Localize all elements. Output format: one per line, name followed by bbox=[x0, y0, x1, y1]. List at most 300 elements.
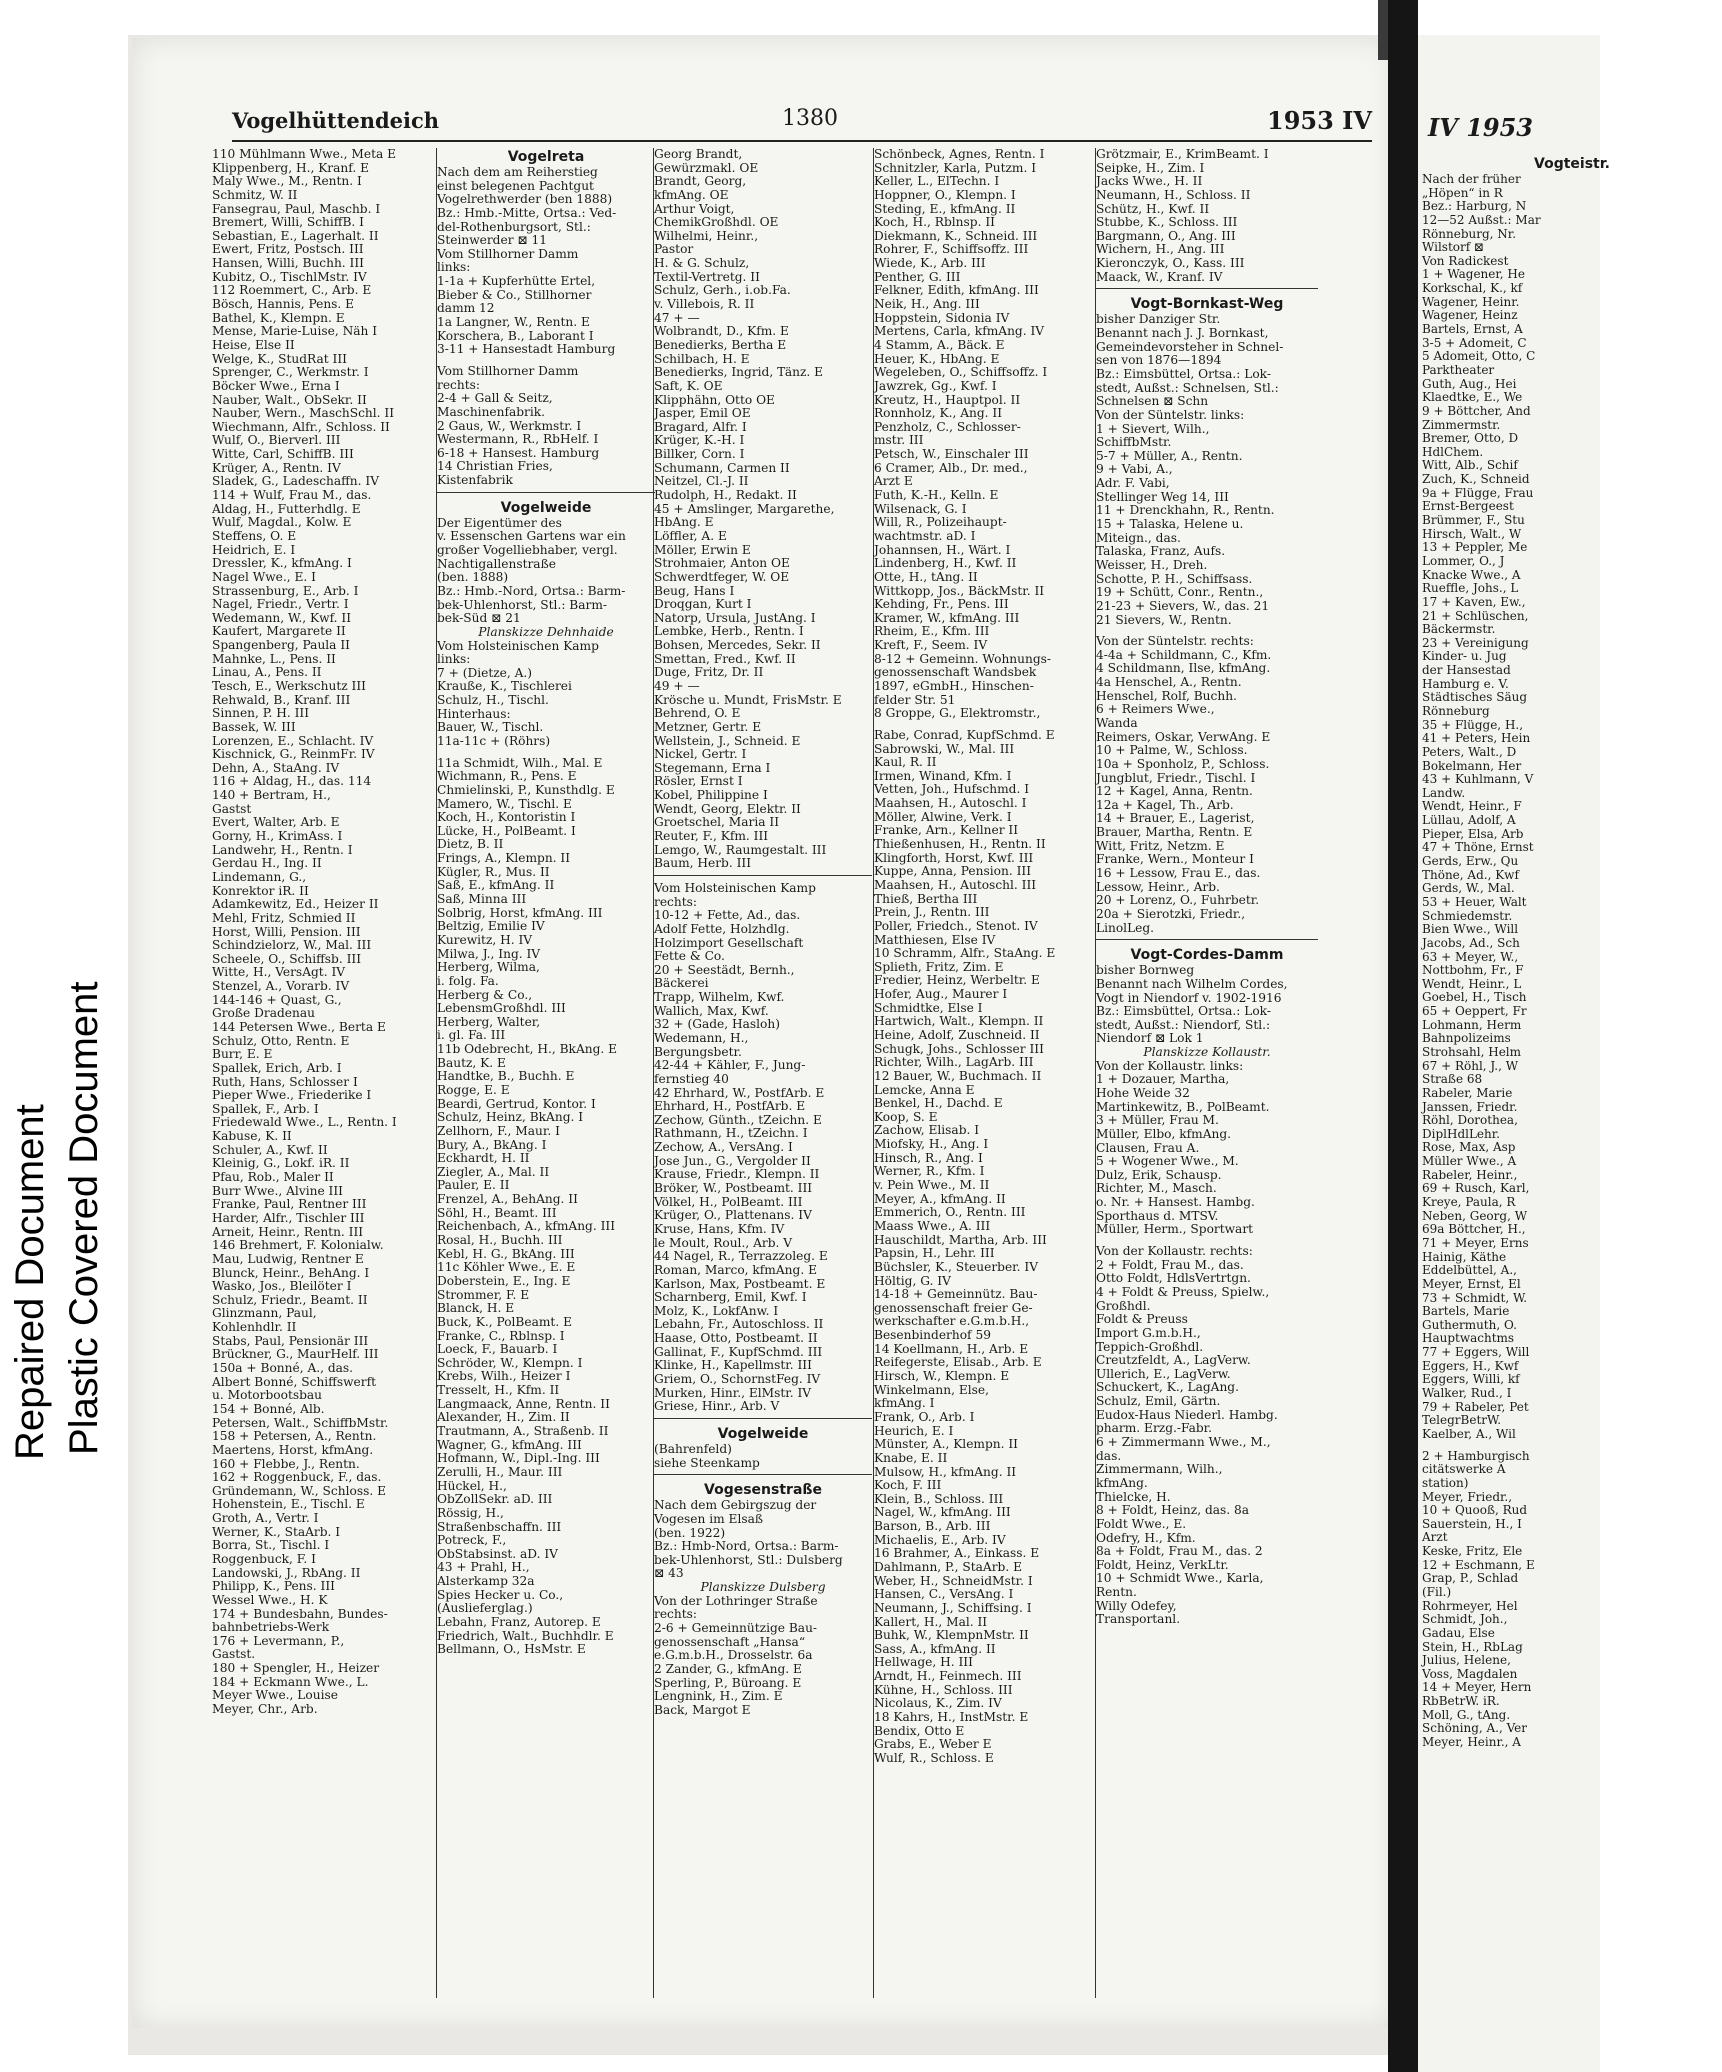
directory-entry: Schmiedemstr. bbox=[1422, 908, 1513, 923]
directory-entry: 35 + Flügge, H., bbox=[1422, 717, 1524, 732]
directory-entry: 8 Groppe, G., Elektromstr., bbox=[874, 706, 1041, 721]
directory-entry: Korschera, B., Laborant I bbox=[437, 328, 594, 343]
directory-entry: (Fil.) bbox=[1422, 1584, 1452, 1599]
directory-entry: Straßenbschaffn. III bbox=[437, 1519, 562, 1534]
directory-entry: Großhdl. bbox=[1096, 1298, 1151, 1313]
directory-entry: Knacke Wwe., A bbox=[1422, 567, 1521, 582]
directory-entry: Schumann, Carmen II bbox=[654, 460, 790, 475]
directory-entry: Wulf, R., Schloss. E bbox=[874, 1750, 994, 1765]
directory-entry: Mulsow, H., kfmAng. II bbox=[874, 1464, 1017, 1479]
directory-entry: 12 + Kagel, Anna, Rentn. bbox=[1096, 784, 1253, 799]
directory-entry: Trautmann, A., Straßenb. II bbox=[437, 1424, 609, 1439]
directory-entry: Saß, E., kfmAng. II bbox=[437, 878, 555, 893]
directory-entry: Wendt, Heinr., F bbox=[1422, 799, 1522, 814]
directory-entry: Emmerich, O., Rentn. III bbox=[874, 1205, 1026, 1220]
directory-entry: Handtke, B., Buchh. E bbox=[437, 1069, 575, 1084]
directory-entry: Steffens, O. E bbox=[212, 528, 297, 543]
directory-entry: Schmidtke, Else I bbox=[874, 1000, 983, 1015]
directory-entry: 10 Schramm, Alfr., StaAng. E bbox=[874, 946, 1056, 961]
directory-entry: Wulf, Magdal., Kolw. E bbox=[212, 515, 352, 530]
directory-entry: Lindemann, G., bbox=[212, 869, 307, 884]
directory-entry: Michaelis, E., Arb. IV bbox=[874, 1532, 1006, 1547]
directory-entry: Bassek, W. III bbox=[212, 719, 296, 734]
directory-entry: Krauße, K., Tischlerei bbox=[437, 679, 572, 694]
directory-entry: Hauschildt, Martha, Arb. III bbox=[874, 1232, 1047, 1247]
directory-entry: Heine, Adolf, Zuschneid. II bbox=[874, 1028, 1040, 1042]
directory-entry: Bury, A., BkAng. I bbox=[437, 1137, 547, 1152]
directory-entry: Doberstein, E., Ing. E bbox=[437, 1273, 571, 1288]
directory-entry: Schulz, Heinz, BkAng. I bbox=[437, 1110, 584, 1125]
directory-entry: Langmaack, Anne, Rentn. II bbox=[437, 1396, 610, 1411]
directory-entry: 1897, eGmbH., Hinschen- bbox=[874, 678, 1034, 693]
directory-entry: 3-5 + Adomeit, C bbox=[1422, 335, 1527, 350]
directory-entry: 4a Henschel, A., Rentn. bbox=[1096, 675, 1242, 690]
directory-entry: Lemcke, Anna E bbox=[874, 1082, 975, 1097]
directory-entry: Vetten, Joh., Hufschmd. I bbox=[874, 782, 1030, 797]
directory-entry: Schmidt, Joh., bbox=[1422, 1612, 1508, 1627]
directory-entry: Schöning, A., Ver bbox=[1422, 1721, 1528, 1736]
directory-entry: Witte, Carl, SchiffB. III bbox=[212, 447, 354, 462]
directory-entry: kfmAng. bbox=[1096, 1475, 1148, 1490]
directory-entry: 1-1a + Kupferhütte Ertel, bbox=[437, 274, 596, 289]
directory-entry: Griese, Hinr., Arb. V bbox=[654, 1399, 780, 1414]
directory-entry: Herberg & Co., bbox=[437, 987, 533, 1002]
directory-entry: genossenschaft freier Ge- bbox=[874, 1300, 1033, 1315]
directory-entry: Trapp, Wilhelm, Kwf. bbox=[654, 990, 785, 1005]
directory-entry: Zellhorn, F., Maur. I bbox=[437, 1123, 560, 1138]
directory-entry: Straße 68 bbox=[1422, 1072, 1483, 1087]
directory-entry: 15 + Talaska, Helene u. bbox=[1096, 517, 1244, 532]
directory-entry: Odefry, H., Kfm. bbox=[1096, 1530, 1196, 1545]
directory-entry: Eddelbüttel, A., bbox=[1422, 1263, 1517, 1278]
directory-entry: Kebl, H. G., BkAng. III bbox=[437, 1246, 575, 1261]
directory-entry: Neik, H., Ang. III bbox=[874, 297, 980, 312]
directory-entry: Pieper, Elsa, Arb bbox=[1422, 826, 1524, 841]
directory-entry: 43 + Kuhlmann, V bbox=[1422, 772, 1534, 787]
directory-entry: Sinnen, P. H. III bbox=[212, 706, 310, 721]
directory-entry: Barson, B., Arb. III bbox=[874, 1519, 991, 1534]
directory-entry: 6 Cramer, Alb., Dr. med., bbox=[874, 460, 1028, 475]
directory-entry: 16 + Lessow, Frau E., das. bbox=[1096, 866, 1261, 881]
side-label-panel bbox=[0, 0, 130, 2072]
directory-entry: Linau, A., Pens. II bbox=[212, 665, 322, 680]
directory-entry: Rönneburg, Nr. bbox=[1422, 226, 1517, 241]
directory-entry: Potreck, F., bbox=[437, 1533, 507, 1548]
directory-entry: Evert, Walter, Arb. E bbox=[212, 815, 340, 830]
page-header bbox=[232, 106, 1372, 142]
directory-entry: Frenzel, A., BehAng. II bbox=[437, 1192, 578, 1207]
directory-entry: 4 Schildmann, Ilse, kfmAng. bbox=[1096, 661, 1271, 676]
column-1 bbox=[212, 148, 444, 1717]
directory-entry: Kohlenhdlr. II bbox=[212, 1320, 297, 1335]
directory-entry: Benannt nach Wilhelm Cordes, bbox=[1096, 976, 1288, 991]
directory-entry: Hansen, Willi, Buchh. III bbox=[212, 256, 364, 271]
directory-entry: Brandt, Georg, bbox=[654, 174, 747, 189]
directory-entry: 1a Langner, W., Rentn. E bbox=[437, 315, 590, 330]
directory-entry: Saft, K. OE bbox=[654, 378, 723, 393]
directory-entry: Mamero, W., Tischl. E bbox=[437, 796, 572, 811]
directory-entry: 2 + Foldt, Frau M., das. bbox=[1096, 1257, 1244, 1272]
directory-entry: 10 + Quooß, Rud bbox=[1422, 1503, 1528, 1518]
directory-entry: pharm. Erzg.-Fabr. bbox=[1096, 1421, 1213, 1436]
directory-entry: Pastor bbox=[654, 242, 694, 257]
directory-entry: Textil-Vertretg. II bbox=[654, 269, 760, 284]
directory-entry: 20a + Sierotzki, Friedr., bbox=[1096, 906, 1246, 921]
directory-entry: Mau, Ludwig, Rentner E bbox=[212, 1251, 364, 1266]
directory-entry: Herberg, Wilma, bbox=[437, 960, 540, 975]
directory-entry: Groetschel, Maria II bbox=[654, 815, 780, 830]
directory-entry: Lohmann, Herm bbox=[1422, 1017, 1522, 1032]
directory-entry: Nach dem am Reiherstieg bbox=[437, 165, 598, 179]
directory-entry: Sabrowski, W., Mal. III bbox=[874, 741, 1015, 756]
directory-entry: Sebastian, E., Lagerhalt. II bbox=[212, 228, 379, 243]
directory-entry: Dahlmann, P., StaArb. E bbox=[874, 1559, 1022, 1574]
directory-entry: Stenzel, A., Vorarb. IV bbox=[212, 979, 350, 994]
directory-entry: le Moult, Roul., Arb. V bbox=[654, 1235, 793, 1250]
directory-entry: Dehn, A., StaAng. IV bbox=[212, 760, 340, 775]
directory-entry: 73 + Schmidt, W. bbox=[1422, 1290, 1528, 1305]
directory-entry: Rohrmeyer, Hel bbox=[1422, 1598, 1518, 1613]
directory-entry: Bz.: Hmb.-Mitte, Ortsa.: Ved- bbox=[437, 205, 617, 220]
directory-entry: Gastst bbox=[212, 801, 252, 816]
directory-entry: Ruth, Hans, Schlosser I bbox=[212, 1074, 358, 1089]
directory-entry: Schnelsen ⊠ Schn bbox=[1096, 394, 1209, 409]
directory-entry: Kaufert, Margarete II bbox=[212, 624, 346, 639]
next-page-edge bbox=[1418, 35, 1610, 2072]
directory-entry: Wendt, Georg, Elektr. II bbox=[654, 801, 801, 816]
directory-entry: Schulz, H., Tischl. bbox=[437, 693, 549, 708]
directory-entry: Lorenzen, E., Schlacht. IV bbox=[212, 733, 374, 748]
directory-entry: Hirsch, W., Klempn. E bbox=[874, 1369, 1010, 1384]
directory-entry: Glinzmann, Paul, bbox=[212, 1306, 317, 1321]
directory-entry: Müller, Herm., Sportwart bbox=[1096, 1222, 1254, 1237]
directory-entry: Chmielinski, P., Kunsthdlg. E bbox=[437, 782, 615, 797]
directory-entry: SchiffbMstr. bbox=[1096, 435, 1172, 450]
directory-entry: 19 + Schütt, Conr., Rentn., bbox=[1096, 585, 1264, 600]
directory-entry: bisher Bornweg bbox=[1096, 963, 1195, 978]
directory-entry: Weisser, H., Dreh. bbox=[1096, 557, 1208, 572]
directory-entry: Blanck, H. E bbox=[437, 1301, 515, 1316]
directory-entry: Kurewitz, H. IV bbox=[437, 932, 533, 947]
directory-entry: bek-Uhlenhorst, Stl.: Dulsberg bbox=[654, 1552, 843, 1567]
directory-entry: Benannt nach J. J. Bornkast, bbox=[1096, 326, 1269, 341]
directory-entry: Reifegerste, Elisab., Arb. E bbox=[874, 1355, 1042, 1370]
directory-entry: Maahsen, H., Autoschl. I bbox=[874, 796, 1027, 811]
directory-entry: Schilbach, H. E bbox=[654, 351, 750, 366]
directory-entry: Völkel, H., PolBeamt. III bbox=[654, 1194, 803, 1209]
directory-entry: Stubbe, K., Schloss. III bbox=[1096, 215, 1238, 230]
directory-entry: Hansen, C., VersAng. I bbox=[874, 1587, 1014, 1602]
directory-entry: 69a Böttcher, H., bbox=[1422, 1222, 1526, 1237]
directory-entry: i. gl. Fa. III bbox=[437, 1028, 506, 1043]
directory-entry: 14 + Brauer, E., Lagerist, bbox=[1096, 811, 1255, 826]
directory-entry: rechts: bbox=[437, 377, 480, 392]
directory-entry: Friedewald Wwe., L., Rentn. I bbox=[212, 1115, 397, 1130]
directory-entry: Brückner, G., MaurHelf. III bbox=[212, 1347, 379, 1362]
directory-entry: 6 + Reimers Wwe., bbox=[1096, 702, 1215, 717]
directory-entry: citätswerke A bbox=[1422, 1462, 1506, 1477]
directory-entry: Janssen, Friedr. bbox=[1422, 1099, 1518, 1114]
directory-entry: 14 Christian Fries, bbox=[437, 459, 553, 474]
directory-entry: Molz, K., LokfAnw. I bbox=[654, 1303, 779, 1318]
directory-entry: Jacobs, Ad., Sch bbox=[1422, 935, 1520, 950]
directory-entry: 2 Gaus, W., Werkmstr. I bbox=[437, 418, 582, 433]
directory-entry: Eggers, Willi, kf bbox=[1422, 1372, 1520, 1387]
directory-entry: (ben. 1922) bbox=[654, 1525, 726, 1540]
directory-entry: großer Vogelliebhaber, vergl. bbox=[437, 543, 618, 558]
directory-entry: Fredier, Heinz, Werbeltr. E bbox=[874, 973, 1040, 988]
directory-entry: 21 + Schlüschen, bbox=[1422, 608, 1529, 623]
directory-entry: 10 + Schmidt Wwe., Karla, bbox=[1096, 1571, 1264, 1586]
directory-entry: Richter, M., Masch. bbox=[1096, 1181, 1217, 1196]
directory-entry: Strassenburg, E., Arb. I bbox=[212, 583, 359, 598]
directory-entry: Hohe Weide 32 bbox=[1096, 1086, 1190, 1100]
directory-entry: Goebel, H., Tisch bbox=[1422, 990, 1527, 1005]
directory-entry: werkschafter e.G.m.b.H., bbox=[874, 1314, 1030, 1329]
directory-entry: Behrend, O. E bbox=[654, 706, 741, 721]
directory-entry: DiplHdlLehr. bbox=[1422, 1126, 1500, 1141]
directory-entry: Harder, Alfr., Tischler III bbox=[212, 1210, 365, 1225]
directory-entry: genossenschaft Wandsbek bbox=[874, 665, 1037, 680]
directory-entry: Guthermuth, O. bbox=[1422, 1317, 1517, 1332]
directory-entry: Rabe, Conrad, KupfSchmd. E bbox=[874, 727, 1055, 742]
directory-entry: Rosal, H., Buchh. III bbox=[437, 1233, 563, 1248]
directory-entry: Nachtigallenstraße bbox=[437, 556, 556, 571]
directory-entry: Maahsen, H., Autoschl. III bbox=[874, 877, 1037, 892]
directory-entry: Thöne, Ad., Kwf bbox=[1422, 867, 1519, 882]
directory-entry: Bohsen, Mercedes, Sekr. II bbox=[654, 638, 821, 653]
directory-entry: Schuckert, K., LagAng. bbox=[1096, 1380, 1239, 1395]
directory-entry: Ziegler, A., Mal. II bbox=[437, 1164, 550, 1179]
directory-entry: Schnitzler, Karla, Putzm. I bbox=[874, 160, 1037, 175]
directory-entry: Ronnholz, K., Ang. II bbox=[874, 406, 1003, 421]
directory-entry: Stellinger Weg 14, III bbox=[1096, 489, 1229, 504]
directory-entry: Steinwerder ⊠ 11 bbox=[437, 233, 547, 248]
directory-entry: 11a-11c + (Röhrs) bbox=[437, 733, 551, 748]
map-reference: Planskizze Dehnhaide bbox=[478, 624, 614, 639]
directory-entry: Meyer, Heinr., A bbox=[1422, 1735, 1521, 1750]
directory-entry: Werner, R., Kfm. I bbox=[874, 1164, 985, 1179]
directory-entry: Krüger, O., Plattenans. IV bbox=[654, 1208, 812, 1223]
directory-entry: Bauer, W., Tischl. bbox=[437, 720, 544, 735]
directory-entry: Blunck, Heinr., BehAng. I bbox=[212, 1265, 370, 1280]
directory-entry: Kreutz, H., Hauptpol. II bbox=[874, 392, 1021, 407]
directory-entry: 32 + (Gade, Hasloh) bbox=[654, 1017, 780, 1032]
directory-entry: Arzt E bbox=[874, 474, 913, 489]
directory-entry: Franke, Paul, Rentner III bbox=[212, 1197, 367, 1212]
directory-entry: stedt, Außst.: Niendorf, Stl.: bbox=[1096, 1017, 1271, 1032]
directory-entry: Arthur Voigt, bbox=[654, 201, 735, 216]
directory-entry: Welge, K., StudRat III bbox=[212, 351, 347, 366]
directory-entry: 49 + — bbox=[654, 678, 700, 693]
directory-page bbox=[132, 38, 1394, 2028]
directory-entry: Rohrer, F., Schiffsoffz. III bbox=[874, 242, 1029, 257]
directory-entry: Strommer, F. E bbox=[437, 1287, 530, 1302]
directory-entry: Penzholz, C., Schlosser- bbox=[874, 419, 1021, 434]
directory-entry: 10a + Sponholz, P., Schloss. bbox=[1096, 756, 1270, 771]
directory-entry: Schulz, Gerh., i.ob.Fa. bbox=[654, 283, 791, 298]
directory-entry: Spallek, Erich, Arb. I bbox=[212, 1060, 342, 1075]
directory-entry: Wegeleben, O., Schiffsoffz. I bbox=[874, 365, 1048, 380]
directory-entry: Kischnick, G., ReinmFr. IV bbox=[212, 747, 375, 762]
directory-entry: Beardi, Gertrud, Kontor. I bbox=[437, 1096, 596, 1111]
directory-entry: Transportanl. bbox=[1096, 1612, 1181, 1627]
directory-entry: TelegrBetrW. bbox=[1422, 1413, 1502, 1428]
directory-entry: Kreft, F., Seem. IV bbox=[874, 638, 988, 653]
directory-entry: Hainig, Käthe bbox=[1422, 1249, 1507, 1264]
directory-entry: Walker, Rud., I bbox=[1422, 1386, 1512, 1401]
directory-entry: Lebahn, Franz, Autorep. E bbox=[437, 1614, 601, 1629]
directory-entry: sen von 1876—1894 bbox=[1096, 353, 1222, 368]
directory-entry: Wagener, Heinz bbox=[1422, 308, 1518, 323]
directory-entry: 47 + Thöne, Ernst bbox=[1422, 840, 1534, 855]
directory-entry: wachtmstr. aD. I bbox=[874, 528, 976, 543]
directory-entry: Poller, Friedch., Stenot. IV bbox=[874, 918, 1038, 933]
directory-entry: Ullerich, E., LagVerw. bbox=[1096, 1366, 1231, 1381]
directory-entry: Schmitz, W. II bbox=[212, 187, 298, 202]
directory-entry: Beltzig, Emilie IV bbox=[437, 919, 545, 934]
directory-entry: Horst, Willi, Pension. III bbox=[212, 924, 361, 939]
directory-entry: Matthiesen, Else IV bbox=[874, 932, 996, 947]
directory-entry: Adamkewitz, Ed., Heizer II bbox=[212, 897, 379, 912]
section-rule bbox=[654, 875, 872, 876]
map-reference: Planskizze Kollaustr. bbox=[1143, 1045, 1271, 1060]
directory-entry: das. bbox=[1096, 1448, 1122, 1463]
directory-entry: „Höpen“ in R bbox=[1422, 185, 1503, 200]
directory-entry: Korkschal, K., kf bbox=[1422, 281, 1523, 296]
directory-entry: 42-44 + Kähler, F., Jung- bbox=[654, 1058, 806, 1073]
directory-entry: Koch, H., Rblnsp. II bbox=[874, 215, 995, 230]
directory-entry: 9 + Vabi, A., bbox=[1096, 462, 1173, 477]
directory-entry: Kubitz, O., TischlMstr. IV bbox=[212, 269, 367, 284]
directory-entry: 116 + Aldag, H., das. 114 bbox=[212, 774, 372, 789]
directory-entry: 162 + Roggenbuck, F., das. bbox=[212, 1470, 382, 1485]
directory-entry: Werner, K., StaArb. I bbox=[212, 1524, 341, 1539]
directory-entry: Mahnke, L., Pens. II bbox=[212, 651, 336, 666]
directory-entry: Lebahn, Fr., Autoschloss. II bbox=[654, 1317, 824, 1332]
directory-entry: 144 Petersen Wwe., Berta E bbox=[212, 1020, 386, 1034]
directory-entry: 11b Odebrecht, H., BkAng. E bbox=[437, 1042, 618, 1057]
directory-entry: 140 + Bertram, H., bbox=[212, 788, 331, 803]
directory-entry: Maly Wwe., M., Rentn. I bbox=[212, 174, 362, 189]
column-2 bbox=[437, 148, 655, 1657]
directory-entry: bek-Uhlenhorst, Stl.: Barm- bbox=[437, 597, 608, 612]
page-number: 1380 bbox=[782, 106, 838, 131]
directory-entry: Krause, Friedr., Klempn. II bbox=[654, 1167, 820, 1182]
directory-entry: Bartels, Marie bbox=[1422, 1304, 1510, 1319]
directory-entry: Zachow, Elisab. I bbox=[874, 1123, 980, 1138]
directory-entry: bahnbetriebs-Werk bbox=[212, 1620, 330, 1635]
directory-entry: Gewürzmakl. OE bbox=[654, 160, 759, 175]
directory-entry: Loeck, F., Bauarb. I bbox=[437, 1342, 558, 1357]
directory-entry: 53 + Heuer, Walt bbox=[1422, 894, 1527, 909]
directory-entry: Schönbeck, Agnes, Rentn. I bbox=[874, 147, 1045, 161]
directory-entry: Söhl, H., Beamt. III bbox=[437, 1205, 557, 1220]
directory-entry: 11c Köhler Wwe., E. E bbox=[437, 1260, 576, 1275]
column-4 bbox=[874, 148, 1092, 1766]
directory-entry: Roggenbuck, F. I bbox=[212, 1551, 316, 1566]
directory-entry: Nottbohm, Fr., F bbox=[1422, 963, 1524, 978]
directory-entry: Zerulli, H., Maur. III bbox=[437, 1464, 563, 1479]
directory-entry: Lücke, H., PolBeamt. I bbox=[437, 823, 576, 838]
directory-entry: Creutzfeldt, A., LagVerw. bbox=[1096, 1353, 1251, 1368]
directory-entry: Vogt in Niendorf v. 1902-1916 bbox=[1096, 990, 1282, 1005]
directory-entry: Spangenberg, Paula II bbox=[212, 638, 350, 653]
directory-entry: Bäckerei bbox=[654, 976, 709, 991]
book-spine bbox=[1388, 0, 1418, 2072]
directory-entry: Willy Odefey, bbox=[1096, 1598, 1177, 1613]
directory-entry: Bahnpolizeims bbox=[1422, 1031, 1511, 1046]
directory-entry: Alexander, H., Zim. II bbox=[437, 1410, 570, 1425]
directory-entry: Winkelmann, Else, bbox=[874, 1382, 989, 1397]
directory-entry: rechts: bbox=[654, 1607, 697, 1622]
directory-entry: 18 Kahrs, H., InstMstr. E bbox=[874, 1710, 1029, 1725]
directory-entry: 12 + Eschmann, E bbox=[1422, 1557, 1535, 1572]
directory-entry: Hartwich, Walt., Klempn. II bbox=[874, 1014, 1044, 1029]
directory-entry: 184 + Eckmann Wwe., L. bbox=[212, 1674, 369, 1689]
directory-entry: Hauptwachtms bbox=[1422, 1331, 1515, 1346]
directory-entry: Landowski, J., RbAng. II bbox=[212, 1565, 361, 1580]
directory-entry: Rose, Max, Asp bbox=[1422, 1140, 1516, 1155]
directory-entry: Dressler, K., kfmAng. I bbox=[212, 556, 352, 571]
directory-entry: Der Eigentümer des bbox=[437, 515, 562, 530]
directory-entry: Neben, Georg, W bbox=[1422, 1208, 1528, 1223]
directory-entry: stedt, Außst.: Schnelsen, Stl.: bbox=[1096, 380, 1279, 395]
street-heading: Vogelreta bbox=[507, 149, 585, 165]
directory-entry: Hoppstein, Sidonia IV bbox=[874, 310, 1010, 325]
directory-entry: siehe Steenkamp bbox=[654, 1455, 760, 1470]
directory-entry: Schotte, P. H., Schiffsass. bbox=[1096, 571, 1253, 586]
directory-entry: Schulz, Friedr., Beamt. II bbox=[212, 1292, 368, 1307]
directory-entry: Kreye, Paula, R bbox=[1422, 1195, 1516, 1210]
directory-entry: LebensmGroßhdl. III bbox=[437, 1001, 566, 1016]
directory-entry: Bathel, K., Klempn. E bbox=[212, 310, 345, 325]
street-header: Vogelhüttendeich bbox=[232, 108, 440, 133]
directory-entry: Tesch, E., Werkschutz III bbox=[212, 678, 366, 693]
directory-entry: Büchsler, K., Steuerber. IV bbox=[874, 1259, 1039, 1274]
directory-entry: Klingforth, Horst, Kwf. III bbox=[874, 850, 1034, 865]
directory-entry: Besenbinderhof 59 bbox=[874, 1328, 991, 1343]
directory-entry: der Hansestad bbox=[1422, 663, 1511, 678]
directory-entry: 160 + Flebbe, J., Rentn. bbox=[212, 1456, 360, 1471]
directory-entry: Billker, Corn. I bbox=[654, 447, 745, 462]
directory-entry: Rathmann, H., tZeichn. I bbox=[654, 1126, 808, 1141]
directory-entry: 4 + Foldt & Preuss, Spielw., bbox=[1096, 1284, 1270, 1299]
directory-entry: 41 + Peters, Hein bbox=[1422, 731, 1531, 746]
directory-entry: Tresselt, H., Kfm. II bbox=[437, 1383, 560, 1398]
directory-entry: 10-12 + Fette, Ad., das. bbox=[654, 908, 801, 923]
directory-entry: Von der Süntelstr. links: bbox=[1096, 407, 1245, 422]
directory-entry: Koop, S. E bbox=[874, 1109, 938, 1124]
directory-entry: Bautz, K. E bbox=[437, 1055, 506, 1070]
directory-entry: Sporthaus d. MTSV. bbox=[1096, 1208, 1219, 1223]
section-rule bbox=[1096, 288, 1318, 289]
directory-entry: Papsin, H., Lehr. III bbox=[874, 1246, 995, 1261]
section-rule bbox=[1096, 939, 1318, 940]
directory-entry: Lemgo, W., Raumgestalt. III bbox=[654, 842, 827, 857]
directory-entry: Irmen, Winand, Kfm. I bbox=[874, 768, 1012, 783]
directory-entry: 150a + Bonné, A., das. bbox=[212, 1361, 354, 1376]
directory-entry: Eudox-Haus Niederl. Hambg. bbox=[1096, 1407, 1278, 1422]
directory-entry: Guth, Aug., Hei bbox=[1422, 376, 1517, 391]
directory-entry: 14 + Meyer, Hern bbox=[1422, 1680, 1532, 1695]
directory-entry: Brümmer, F., Stu bbox=[1422, 513, 1525, 528]
directory-entry: Wiechmann, Alfr., Schloss. II bbox=[212, 419, 390, 434]
directory-entry: 12 Bauer, W., Buchmach. II bbox=[874, 1068, 1042, 1083]
directory-entry: 146 Brehmert, F. Kolonialw. bbox=[212, 1238, 384, 1253]
directory-entry: Krüger, A., Rentn. IV bbox=[212, 460, 341, 475]
directory-entry: Gadau, Else bbox=[1422, 1625, 1495, 1640]
